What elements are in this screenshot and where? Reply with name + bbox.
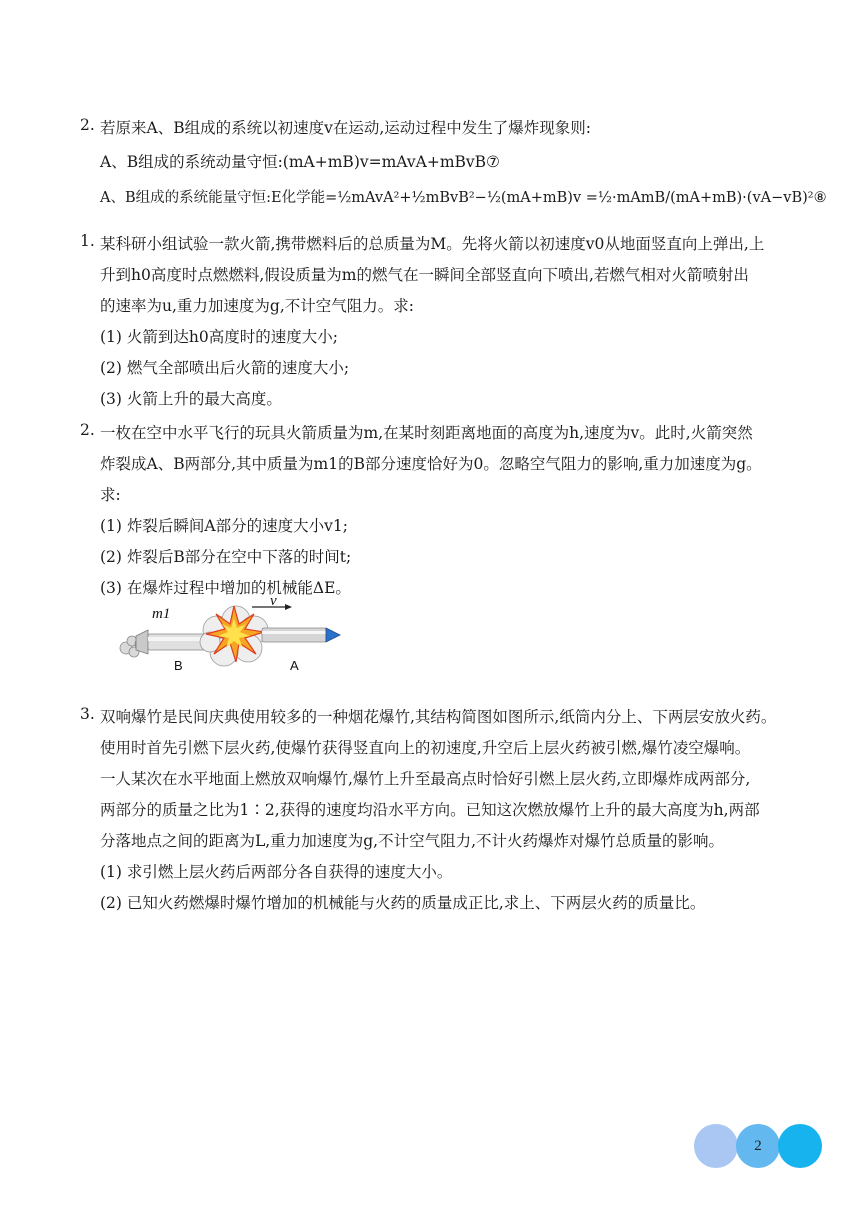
- q1-line: 某科研小组试验一款火箭,携带燃料后的总质量为M。先将火箭以初速度v0从地面竖直向上弹出,上: [100, 235, 765, 253]
- decor-circle: [694, 1124, 738, 1168]
- q2-line: 求:: [100, 486, 121, 504]
- rocket-explosion-figure: [112, 596, 352, 678]
- page-number: 2: [754, 1138, 762, 1154]
- q3-line: 使用时首先引燃下层火药,使爆竹获得竖直向上的初速度,升空后上层火药被引燃,爆竹凌空爆响。: [100, 739, 751, 757]
- rocket-part-b: [136, 630, 208, 654]
- label-a: A: [290, 658, 299, 673]
- q2-line: 一枚在空中水平飞行的玩具火箭质量为m,在某时刻距离地面的高度为h,速度为v。此时,火箭突然: [100, 424, 753, 442]
- decor-circle: [778, 1124, 822, 1168]
- label-m1: m1: [152, 606, 171, 622]
- q1-subquestion: (3) 火箭上升的最大高度。: [100, 390, 282, 408]
- label-v: v: [270, 596, 277, 609]
- q1-number: 1.: [80, 232, 95, 250]
- q2-subquestion: (1) 炸裂后瞬间A部分的速度大小v1;: [100, 517, 348, 535]
- intro-energy-equation: A、B组成的系统能量守恒:E化学能=½mAvA²+½mBvB²−½(mA+mB)v =½·mAmB/(mA+mB)·(vA−vB)²⑧: [100, 190, 827, 206]
- q2-subquestion: (2) 炸裂后B部分在空中下落的时间t;: [100, 548, 352, 566]
- q1-line: 升到h0高度时点燃燃料,假设质量为m的燃气在一瞬间全部竖直向下喷出,若燃气相对火箭喷射出: [100, 266, 749, 284]
- label-b: B: [174, 658, 183, 673]
- q2-line: 炸裂成A、B两部分,其中质量为m1的B部分速度恰好为0。忽略空气阻力的影响,重力加速度为g。: [100, 455, 762, 473]
- q3-line: 两部分的质量之比为1∶2,获得的速度均沿水平方向。已知这次燃放爆竹上升的最大高度为h,两部: [100, 801, 760, 819]
- q1-line: 的速率为u,重力加速度为g,不计空气阻力。求:: [100, 297, 414, 315]
- q3-number: 3.: [80, 705, 95, 723]
- rocket-part-a: [262, 628, 340, 642]
- q3-subquestion: (2) 已知火药燃爆时爆竹增加的机械能与火药的质量成正比,求上、下两层火药的质量比。: [100, 894, 706, 912]
- velocity-arrowhead: [285, 604, 292, 610]
- page-indicator: [694, 1124, 824, 1168]
- q2-number: 2.: [80, 421, 95, 439]
- q3-line: 双响爆竹是民间庆典使用较多的一种烟花爆竹,其结构简图如图所示,纸筒内分上、下两层安放火药。: [100, 708, 777, 726]
- intro-line-1: 若原来A、B组成的系统以初速度v在运动,运动过程中发生了爆炸现象则:: [100, 119, 591, 137]
- intro-number: 2.: [80, 116, 95, 134]
- q3-line: 分落地点之间的距离为L,重力加速度为g,不计空气阻力,不计火药爆炸对爆竹总质量的影响。: [100, 832, 724, 850]
- q2-subquestion: (3) 在爆炸过程中增加的机械能ΔE。: [100, 579, 351, 597]
- q1-subquestion: (2) 燃气全部喷出后火箭的速度大小;: [100, 359, 350, 377]
- intro-momentum-equation: A、B组成的系统动量守恒:(mA+mB)v=mAvA+mBvB⑦: [100, 153, 500, 171]
- q1-subquestion: (1) 火箭到达h0高度时的速度大小;: [100, 328, 338, 346]
- rocket-explosion-illustration: [112, 596, 352, 678]
- q3-line: 一人某次在水平地面上燃放双响爆竹,爆竹上升至最高点时恰好引燃上层火药,立即爆炸成两部分,: [100, 770, 751, 788]
- q3-subquestion: (1) 求引燃上层火药后两部分各自获得的速度大小。: [100, 863, 453, 881]
